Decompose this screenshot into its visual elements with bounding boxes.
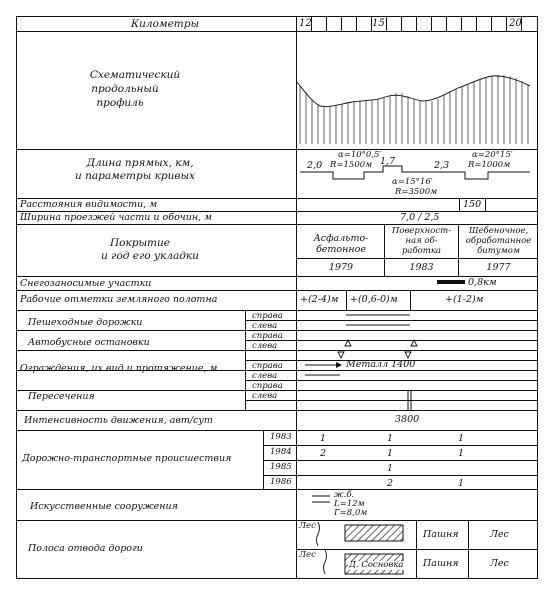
curve-len-1: 2,0 — [307, 160, 323, 171]
profile-drawing — [297, 76, 530, 107]
pavement-year-2: 1983 — [409, 262, 434, 273]
row-bottom-village: Д. Сосновка — [349, 560, 404, 570]
row-bottom-field: Пашня — [423, 558, 459, 569]
paths-label: Пешеходные дорожки — [28, 317, 143, 328]
curve-len-2: 1,7 — [380, 156, 396, 167]
km-mark-20: 20 — [509, 18, 522, 29]
dtp-year-1984: 1984 — [270, 447, 292, 457]
structure-line-1: ж.б. — [334, 490, 355, 500]
curve-len-3: 2,3 — [434, 160, 450, 171]
paths-left: слева — [252, 321, 278, 331]
structure-line-3: Г=8,0м — [334, 508, 368, 518]
snow-label: Снегозаносимые участки — [20, 278, 152, 289]
curve-alpha-3: α=15°16′ — [392, 177, 433, 187]
traffic-label: Интенсивность движения, авт/сут — [24, 415, 213, 426]
pavement-type-2-l1: Поверхност- — [391, 226, 452, 236]
row-top-forest-2: Лес — [490, 529, 509, 540]
profile-label-1: Схематический — [89, 69, 181, 81]
pavement-year-1: 1979 — [328, 262, 354, 273]
curves-label-1: Длина прямых, км, — [86, 157, 194, 169]
dtp-1984-b: 1 — [387, 448, 394, 459]
dtp-1984-a: 2 — [320, 448, 327, 459]
dtp-year-1986: 1986 — [270, 477, 292, 487]
pavement-type-2-l3: работка — [401, 246, 442, 256]
pavement-type-3-l1: Щебеночное, — [468, 226, 529, 236]
cross-left: слева — [252, 391, 278, 401]
cross-right: справа — [252, 381, 283, 391]
dtp-label: Дорожно-транспортные происшествия — [22, 453, 232, 464]
bus-label: Автобусные остановки — [28, 337, 150, 348]
row-bottom-forest-1: Лес — [299, 550, 316, 560]
pavement-type-3-l3: битумом — [477, 246, 520, 256]
cross-label: Пересечения — [28, 391, 95, 402]
width-value: 7,0 / 2,5 — [400, 212, 440, 223]
snow-value: 0,8км — [468, 277, 497, 288]
fence-label: Ограждения, их вид и протяжение, м — [20, 363, 218, 374]
bus-right: справа — [252, 331, 283, 341]
row-bottom-forest-2: Лес — [490, 558, 509, 569]
fence-value: Металл 1400 — [346, 359, 416, 370]
pavement-label-2: и год его укладки — [101, 250, 199, 262]
pavement-type-3-l2: обработанное — [465, 236, 532, 246]
dtp-year-1983: 1983 — [270, 432, 292, 442]
mark-value-3: +(1-2)м — [445, 294, 484, 305]
fence-left: слева — [252, 371, 278, 381]
pavement-label-1: Покрытие — [110, 237, 170, 249]
bus-left: слева — [252, 341, 278, 351]
km-mark-12: 12 — [299, 18, 312, 29]
dtp-1983-a: 1 — [320, 433, 327, 444]
profile-label-3: профиль — [96, 97, 144, 109]
km-mark-15: 15 — [372, 18, 385, 29]
dtp-1985-a: 1 — [387, 463, 394, 474]
visibility-value: 150 — [463, 199, 482, 210]
dtp-1986-b: 1 — [458, 478, 465, 489]
dtp-1986-a: 2 — [387, 478, 394, 489]
curves-label-2: и параметры кривых — [75, 170, 195, 182]
dtp-1984-c: 1 — [458, 448, 465, 459]
curve-r-3: R=3500м — [395, 187, 438, 197]
pavement-year-3: 1977 — [486, 262, 511, 273]
row-top-forest-1: Лес — [299, 521, 316, 531]
dtp-1983-c: 1 — [458, 433, 465, 444]
row-top-field: Пашня — [423, 529, 459, 540]
dtp-1983-b: 1 — [387, 433, 394, 444]
mark-value-2: +(0,6-0)м — [350, 294, 398, 305]
mark-label: Рабочие отметки земляного полотна — [20, 294, 218, 305]
pavement-type-2-l2: ная об- — [405, 236, 438, 246]
pavement-type-1-l1: Асфальто- — [313, 233, 369, 244]
pavement-type-1-l2: бетонное — [315, 244, 366, 255]
structures-label: Искусственные сооружения — [30, 501, 178, 512]
curve-alpha-2: α=20°15′ — [472, 150, 513, 160]
paths-right: справа — [252, 311, 283, 321]
mark-value-1: +(2-4)м — [300, 294, 339, 305]
curve-r-1: R=1500м — [330, 160, 373, 170]
profile-label-2: продольный — [91, 83, 159, 95]
traffic-value: 3800 — [395, 414, 420, 425]
row-label: Полоса отвода дороги — [28, 543, 143, 554]
curve-r-2: R=1000м — [468, 160, 511, 170]
km-label: Километры — [130, 18, 200, 30]
fence-right: справа — [252, 361, 283, 371]
curve-alpha-1: α=10°0,5′ — [338, 150, 382, 160]
visibility-label: Расстояния видимости, м — [20, 199, 158, 210]
width-label: Ширина проезжей части и обочин, м — [20, 212, 212, 223]
structure-line-2: L=12м — [334, 499, 365, 509]
dtp-year-1985: 1985 — [270, 462, 292, 472]
